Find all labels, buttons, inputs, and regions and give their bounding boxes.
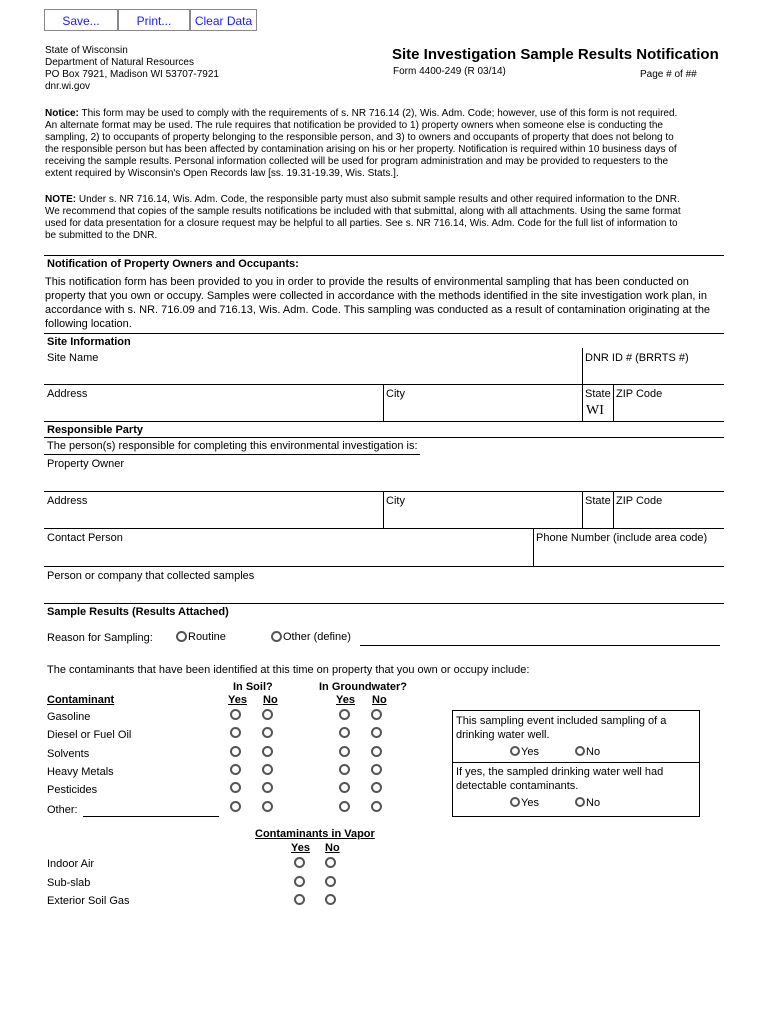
phone-number-input[interactable] (536, 546, 720, 562)
in-soil-header: In Soil? (233, 681, 273, 693)
diesel-gw-yes-radio[interactable] (339, 727, 350, 738)
contact-person-input[interactable] (47, 546, 527, 562)
reason-label: Reason for Sampling: (47, 632, 153, 644)
solvents-soil-yes-radio[interactable] (230, 746, 241, 757)
contaminant-column-header: Contaminant (47, 694, 115, 706)
site-address-input[interactable] (47, 402, 377, 418)
dnr-id-input[interactable] (585, 366, 720, 382)
save-button[interactable]: Save... (44, 9, 118, 31)
contaminant-diesel: Diesel or Fuel Oil (47, 729, 132, 741)
notice-line: sampling, 2) to occupants of property belonging to the responsible person, and 3) to owners and occupants of property that does not belong to (45, 132, 674, 143)
gasoline-gw-no-radio[interactable] (371, 709, 382, 720)
site-info-heading: Site Information (47, 336, 131, 348)
notice-label: Notice: (45, 108, 79, 119)
diesel-soil-no-radio[interactable] (262, 727, 273, 738)
field-divider (383, 384, 384, 422)
section-divider (44, 255, 724, 256)
rp-state-input[interactable] (585, 509, 611, 525)
phone-number-label: Phone Number (include area code) (536, 532, 708, 544)
section-divider (44, 421, 724, 422)
property-owner-input[interactable] (47, 472, 717, 488)
rp-zip-label: ZIP Code (616, 495, 663, 507)
notification-line: property that you own or occupy. Samples were collected in accordance with the methods identified in the site investigation work plan, in (45, 290, 707, 302)
pesticides-gw-yes-radio[interactable] (339, 782, 350, 793)
well-sampled-yes-radio[interactable] (510, 746, 520, 756)
well-detect-yes-label: Yes (521, 797, 539, 809)
other-gw-no-radio[interactable] (371, 801, 382, 812)
vapor-indoor-air: Indoor Air (47, 858, 95, 870)
site-address-label: Address (47, 388, 88, 400)
other-soil-yes-radio[interactable] (230, 801, 241, 812)
note-line: be submitted to the DNR. (45, 230, 158, 241)
pesticides-soil-no-radio[interactable] (262, 782, 273, 793)
form-title: Site Investigation Sample Results Notification (392, 46, 719, 63)
site-city-label: City (386, 388, 405, 400)
responsible-heading: Responsible Party (47, 424, 143, 436)
site-zip-label: ZIP Code (616, 388, 663, 400)
site-state-value[interactable]: WI (586, 403, 604, 418)
print-button[interactable]: Print... (118, 9, 190, 31)
site-zip-input[interactable] (616, 402, 720, 418)
diesel-soil-yes-radio[interactable] (230, 727, 241, 738)
solvents-gw-yes-radio[interactable] (339, 746, 350, 757)
metals-gw-no-radio[interactable] (371, 764, 382, 775)
gasoline-soil-yes-radio[interactable] (230, 709, 241, 720)
section-divider (44, 333, 724, 334)
vapor-exterior-soil-gas: Exterior Soil Gas (47, 895, 130, 907)
contaminant-gasoline: Gasoline (47, 711, 91, 723)
collector-label: Person or company that collected samples (47, 570, 255, 582)
field-divider (613, 491, 614, 529)
well-detect-no-radio[interactable] (575, 797, 585, 807)
vapor-header: Contaminants in Vapor (255, 828, 375, 840)
field-divider (44, 566, 724, 567)
gw-yes-header: Yes (336, 694, 355, 706)
agency-block (45, 45, 219, 93)
contaminants-intro: The contaminants that have been identified at this time on property that you own or occupy include: (47, 664, 530, 676)
field-divider (383, 491, 384, 529)
note-paragraph (45, 194, 725, 242)
notice-line: the responsible person but has been affected by contamination arising on his or her property. Notification is required within 10 business days of (45, 144, 677, 155)
contaminant-other: Other: (47, 804, 78, 816)
sub-slab-yes-radio[interactable] (294, 876, 305, 887)
notification-line: following location. (45, 318, 132, 330)
notice-line: Notice: This form may be used to comply with the requirements of s. NR 716.14 (2), Wis. Adm. Code; however, use of this form is not required. (45, 108, 678, 119)
field-divider (582, 491, 583, 529)
rp-zip-input[interactable] (616, 509, 720, 525)
section-divider (44, 603, 724, 604)
vapor-yes-header: Yes (291, 842, 310, 854)
vapor-sub-slab: Sub-slab (47, 877, 91, 889)
responsible-desc: The person(s) responsible for completing this environmental investigation is: (47, 440, 418, 452)
vapor-no-header: No (325, 842, 340, 854)
notice-paragraph (45, 108, 725, 180)
gasoline-soil-no-radio[interactable] (262, 709, 273, 720)
well-sampled-no-label: No (586, 746, 601, 758)
agency-line: dnr.wi.gov (45, 81, 91, 92)
metals-soil-no-radio[interactable] (262, 764, 273, 775)
indoor-air-no-radio[interactable] (325, 857, 336, 868)
sub-slab-no-radio[interactable] (325, 876, 336, 887)
indoor-air-yes-radio[interactable] (294, 857, 305, 868)
site-name-input[interactable] (47, 366, 577, 382)
well-detect-no-label: No (586, 797, 601, 809)
other-reason-label: Other (define) (283, 631, 351, 643)
field-divider (533, 528, 534, 566)
metals-soil-yes-radio[interactable] (230, 764, 241, 775)
drinking-q2-line1: If yes, the sampled drinking water well had (456, 766, 664, 778)
drinking-q1-line1: This sampling event included sampling of a (456, 715, 667, 727)
notification-line: This notification form has been provided to you in order to provide the results of environmental sampling that has been conducted on (45, 276, 689, 288)
field-divider (44, 454, 420, 455)
rp-address-label: Address (47, 495, 88, 507)
metals-gw-yes-radio[interactable] (339, 764, 350, 775)
gasoline-gw-yes-radio[interactable] (339, 709, 350, 720)
soil-yes-header: Yes (228, 694, 247, 706)
routine-radio[interactable] (176, 631, 187, 642)
agency-line: State of Wisconsin (45, 45, 128, 56)
contaminant-heavy-metals: Heavy Metals (47, 766, 114, 778)
dnr-id-label: DNR ID # (BRRTS #) (585, 352, 689, 364)
field-divider (582, 348, 583, 384)
well-sampled-no-radio[interactable] (575, 746, 585, 756)
field-divider (44, 491, 724, 492)
page-number: Page # of ## (640, 69, 697, 80)
notice-line: extent required by Wisconsin's Open Records law [ss. 19.31-19.39, Wis. Stats.]. (45, 168, 399, 179)
field-divider (613, 384, 614, 422)
in-groundwater-header: In Groundwater? (319, 681, 407, 693)
agency-line: PO Box 7921, Madison WI 53707-7921 (45, 69, 219, 80)
clear-data-button[interactable]: Clear Data (190, 9, 257, 31)
site-city-input[interactable] (386, 402, 578, 418)
site-state-label: State (585, 388, 611, 400)
notice-line: receiving the sample results. Personal information collected will be used for program administration and may be provided to requesters to the (45, 156, 669, 167)
field-divider (582, 384, 583, 422)
other-soil-no-radio[interactable] (262, 801, 273, 812)
diesel-gw-no-radio[interactable] (371, 727, 382, 738)
other-reason-radio[interactable] (271, 631, 282, 642)
solvents-soil-no-radio[interactable] (262, 746, 273, 757)
field-divider (44, 528, 724, 529)
contaminant-solvents: Solvents (47, 748, 90, 760)
note-line: NOTE: Under s. NR 716.14, Wis. Adm. Code, the responsible party must also submit sample results and other required information to the DNR. (45, 194, 680, 205)
sample-results-heading: Sample Results (Results Attached) (47, 606, 229, 618)
site-name-label: Site Name (47, 352, 99, 364)
soil-gas-no-radio[interactable] (325, 894, 336, 905)
gw-no-header: No (372, 694, 387, 706)
solvents-gw-no-radio[interactable] (371, 746, 382, 757)
note-line: We recommend that copies of the sample results notifications be included with that submittal, along with all attachments. Using the same format (45, 206, 681, 217)
property-owner-label: Property Owner (47, 458, 125, 470)
well-detect-yes-radio[interactable] (510, 797, 520, 807)
drinking-q1-line2: drinking water well. (456, 729, 550, 741)
pesticides-soil-yes-radio[interactable] (230, 782, 241, 793)
rp-address-input[interactable] (47, 509, 377, 525)
notification-paragraph (45, 275, 730, 331)
collector-input[interactable] (47, 584, 717, 600)
soil-gas-yes-radio[interactable] (294, 894, 305, 905)
contaminant-pesticides: Pesticides (47, 784, 98, 796)
contact-person-label: Contact Person (47, 532, 123, 544)
other-reason-input[interactable] (360, 645, 720, 646)
notice-line: An alternate format may be used. The rule requires that notification be provided to 1) property owners when someone else is conducting the (45, 120, 663, 131)
other-contaminant-input[interactable] (83, 816, 219, 817)
drinking-q2-line2: detectable contaminants. (456, 780, 579, 792)
notification-line: accordance with s. NR. 716.09 and 716.13, Wis. Adm. Code. This sampling was conducted as a result of contamination originating at the (45, 304, 711, 316)
note-label: NOTE: (45, 194, 77, 205)
note-line: used for data presentation for a closure request may be helpful to all parties. See s. NR 716.14, Wis. Adm. Code for the full list of information to (45, 218, 678, 229)
rp-city-input[interactable] (386, 509, 578, 525)
rp-state-label: State (585, 495, 611, 507)
form-number: Form 4400-249 (R 03/14) (393, 66, 506, 77)
field-divider (44, 437, 724, 438)
rp-city-label: City (386, 495, 405, 507)
routine-label: Routine (188, 631, 226, 643)
notification-heading: Notification of Property Owners and Occupants: (47, 258, 299, 270)
soil-no-header: No (263, 694, 278, 706)
well-sampled-yes-label: Yes (521, 746, 539, 758)
box-divider (452, 762, 699, 763)
field-divider (44, 384, 724, 385)
pesticides-gw-no-radio[interactable] (371, 782, 382, 793)
agency-line: Department of Natural Resources (45, 57, 194, 68)
other-gw-yes-radio[interactable] (339, 801, 350, 812)
